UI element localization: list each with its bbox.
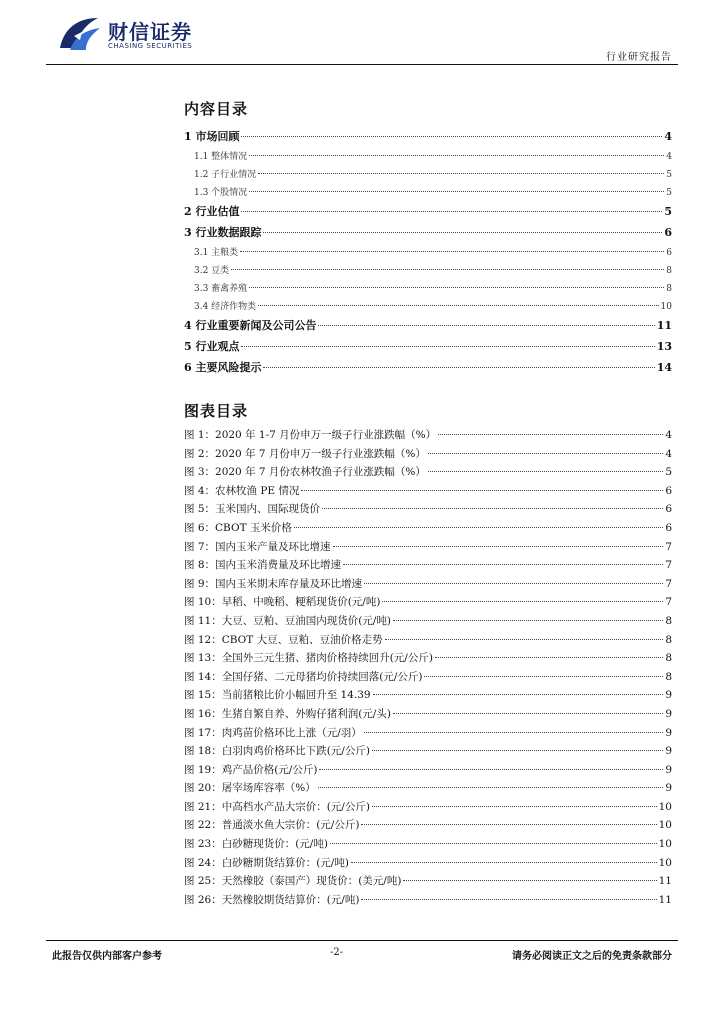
figure-list-entry[interactable] bbox=[184, 483, 672, 502]
dot-leader bbox=[438, 434, 663, 435]
entry-label: 3.1 主粮类 bbox=[194, 248, 239, 258]
figure-list-entry[interactable] bbox=[184, 427, 672, 446]
dot-leader bbox=[263, 232, 662, 233]
dot-leader bbox=[333, 546, 664, 547]
entry-label: 5 行业观点 bbox=[184, 340, 240, 353]
entry-label: 4 行业重要新闻及公司公告 bbox=[184, 319, 317, 332]
entry-page-number: 13 bbox=[656, 340, 672, 353]
entry-page-number: 4 bbox=[666, 152, 672, 162]
entry-page-number: 9 bbox=[665, 745, 672, 758]
entry-page-number: 4 bbox=[665, 429, 672, 441]
entry-label: 图 3：2020 年 7 月份农林牧渔子行业涨跌幅（%） bbox=[184, 466, 426, 479]
dot-leader bbox=[318, 787, 664, 788]
entry-page-number: 6 bbox=[665, 484, 672, 497]
entry-page-number: 9 bbox=[665, 782, 672, 795]
toc-section-entry[interactable] bbox=[184, 317, 672, 338]
entry-label: 图 15：当前猪粮比价小幅回升至 14.39 bbox=[184, 689, 371, 702]
toc-section-entry[interactable] bbox=[184, 338, 672, 359]
dot-leader bbox=[424, 676, 663, 677]
dot-leader bbox=[231, 269, 664, 270]
header-divider bbox=[46, 64, 678, 65]
report-type-label: 行业研究报告 bbox=[606, 52, 672, 63]
toc-subsection-entry[interactable] bbox=[184, 149, 672, 167]
dot-leader bbox=[263, 367, 654, 368]
entry-label: 3 行业数据跟踪 bbox=[184, 226, 262, 239]
toc-subsection-entry[interactable] bbox=[184, 185, 672, 203]
dot-leader bbox=[403, 880, 656, 881]
figure-list-entry[interactable] bbox=[184, 464, 672, 483]
figure-list-entry[interactable] bbox=[184, 501, 672, 520]
entry-label: 图 2：2020 年 7 月份申万一级子行业涨跌幅（%） bbox=[184, 447, 426, 460]
entry-page-number: 7 bbox=[665, 577, 672, 590]
entry-page-number: 10 bbox=[658, 819, 672, 832]
figure-list-entry[interactable] bbox=[184, 557, 672, 576]
entry-label: 3.2 豆类 bbox=[194, 266, 230, 276]
entry-label: 图 22：普通淡水鱼大宗价：(元/公斤) bbox=[184, 819, 360, 832]
footer-disclaimer-left: 此报告仅供内部客户参考 bbox=[52, 951, 162, 962]
figure-list-entry[interactable] bbox=[184, 836, 672, 855]
brand-name-cn: 财信证券 bbox=[108, 20, 192, 44]
entry-label: 图 8：国内玉米消费量及环比增速 bbox=[184, 559, 342, 572]
figure-list-entry[interactable] bbox=[184, 576, 672, 595]
entry-page-number: 9 bbox=[665, 763, 672, 776]
entry-label: 图 14：全国仔猪、二元母猪均价持续回落(元/公斤) bbox=[184, 670, 423, 683]
dot-leader bbox=[249, 191, 664, 192]
dot-leader bbox=[372, 750, 663, 751]
entry-label: 图 20：屠宰场库容率（%） bbox=[184, 782, 316, 795]
dot-leader bbox=[364, 583, 663, 584]
entry-page-number: 9 bbox=[665, 689, 672, 702]
dot-leader bbox=[258, 173, 664, 174]
entry-label: 1.3 个股情况 bbox=[194, 188, 248, 198]
dot-leader bbox=[258, 305, 658, 306]
entry-page-number: 6 bbox=[666, 248, 672, 258]
entry-label: 图 12：CBOT 大豆、豆粕、豆油价格走势 bbox=[184, 633, 383, 646]
entry-label: 图 21：中高档水产品大宗价：(元/公斤) bbox=[184, 800, 370, 813]
dot-leader bbox=[428, 471, 663, 472]
dot-leader bbox=[364, 732, 664, 733]
dot-leader bbox=[249, 155, 664, 156]
figure-list-entry[interactable] bbox=[184, 632, 672, 651]
figure-list-title: 图表目录 bbox=[184, 402, 249, 420]
entry-label: 图 7：国内玉米产量及环比增速 bbox=[184, 540, 331, 553]
entry-page-number: 14 bbox=[656, 361, 672, 374]
dot-leader bbox=[301, 490, 663, 491]
dot-leader bbox=[428, 453, 663, 454]
figure-list-entry[interactable] bbox=[184, 669, 672, 688]
page-number: -2- bbox=[330, 947, 344, 958]
entry-page-number: 8 bbox=[665, 633, 672, 646]
entry-page-number: 5 bbox=[665, 466, 672, 479]
entry-page-number: 8 bbox=[665, 614, 672, 627]
toc-subsection-entry[interactable] bbox=[184, 167, 672, 185]
footer-disclaimer-right: 请务必阅读正文之后的免责条款部分 bbox=[512, 951, 672, 962]
toc-subsection-entry[interactable] bbox=[184, 281, 672, 299]
dot-leader bbox=[382, 601, 663, 602]
entry-page-number: 7 bbox=[665, 540, 672, 553]
entry-label: 图 1：2020 年 1-7 月份申万一级子行业涨跌幅（%） bbox=[184, 429, 437, 441]
entry-page-number: 9 bbox=[665, 707, 672, 720]
figure-list-entry[interactable] bbox=[184, 687, 672, 706]
figure-list-entry[interactable] bbox=[184, 780, 672, 799]
toc-section-entry[interactable] bbox=[184, 128, 672, 149]
figure-list bbox=[184, 427, 672, 910]
entry-page-number: 6 bbox=[665, 503, 672, 516]
entry-page-number: 10 bbox=[658, 856, 672, 869]
entry-label: 图 24：白砂糖期货结算价：(元/吨) bbox=[184, 856, 349, 869]
entry-page-number: 11 bbox=[658, 893, 672, 906]
entry-label: 图 6：CBOT 玉米价格 bbox=[184, 521, 292, 534]
dot-leader bbox=[393, 713, 663, 714]
figure-list-entry[interactable] bbox=[184, 762, 672, 781]
entry-page-number: 7 bbox=[665, 559, 672, 572]
figure-list-entry[interactable] bbox=[184, 725, 672, 744]
entry-page-number: 5 bbox=[666, 170, 672, 180]
entry-label: 图 13：全国外三元生猪、猪肉价格持续回升(元/公斤) bbox=[184, 652, 433, 665]
entry-label: 图 11：大豆、豆粕、豆油国内现货价(元/吨) bbox=[184, 614, 391, 627]
entry-page-number: 5 bbox=[666, 188, 672, 198]
dot-leader bbox=[373, 694, 664, 695]
entry-label: 3.3 畜禽养殖 bbox=[194, 284, 248, 294]
entry-label: 图 5：玉米国内、国际现货价 bbox=[184, 503, 321, 516]
figure-list-entry[interactable] bbox=[184, 613, 672, 632]
figure-list-entry[interactable] bbox=[184, 706, 672, 725]
figure-list-entry[interactable] bbox=[184, 520, 672, 539]
dot-leader bbox=[361, 899, 656, 900]
dot-leader bbox=[322, 508, 663, 509]
entry-label: 1 市场回顾 bbox=[184, 130, 240, 143]
entry-page-number: 7 bbox=[665, 596, 672, 609]
dot-leader bbox=[241, 211, 662, 212]
dot-leader bbox=[318, 325, 654, 326]
dot-leader bbox=[393, 620, 663, 621]
toc-list bbox=[184, 128, 672, 380]
figure-list-entry[interactable] bbox=[184, 855, 672, 874]
toc-subsection-entry[interactable] bbox=[184, 263, 672, 281]
dot-leader bbox=[385, 639, 664, 640]
entry-page-number: 4 bbox=[665, 447, 672, 460]
figure-list-entry[interactable] bbox=[184, 743, 672, 762]
entry-page-number: 10 bbox=[660, 302, 672, 312]
figure-list-entry[interactable] bbox=[184, 539, 672, 558]
dot-leader bbox=[294, 527, 663, 528]
entry-page-number: 4 bbox=[664, 130, 672, 143]
dot-leader bbox=[241, 136, 662, 137]
dot-leader bbox=[435, 657, 663, 658]
toc-title: 内容目录 bbox=[184, 100, 249, 118]
entry-label: 图 18：白羽肉鸡价格环比下跌(元/公斤) bbox=[184, 745, 370, 758]
figure-list-entry[interactable] bbox=[184, 650, 672, 669]
entry-label: 图 10：早稻、中晚稻、粳稻现货价(元/吨) bbox=[184, 596, 381, 609]
entry-label: 图 26：天然橡胶期货结算价：(元/吨) bbox=[184, 893, 360, 906]
entry-page-number: 11 bbox=[658, 875, 672, 888]
dot-leader bbox=[319, 769, 663, 770]
toc-section-entry[interactable] bbox=[184, 224, 672, 245]
entry-page-number: 11 bbox=[656, 319, 672, 332]
entry-label: 图 4：农林牧渔 PE 情况 bbox=[184, 484, 300, 497]
entry-page-number: 9 bbox=[665, 726, 672, 739]
entry-page-number: 10 bbox=[658, 838, 672, 851]
toc-section-entry[interactable] bbox=[184, 359, 672, 380]
dot-leader bbox=[343, 564, 663, 565]
entry-label: 图 17：肉鸡苗价格环比上涨（元/羽） bbox=[184, 726, 362, 739]
dot-leader bbox=[351, 862, 657, 863]
entry-label: 图 25：天然橡胶（泰国产）现货价：(美元/吨) bbox=[184, 875, 402, 888]
company-logo bbox=[56, 14, 216, 54]
entry-page-number: 10 bbox=[658, 800, 672, 813]
figure-list-entry[interactable] bbox=[184, 799, 672, 818]
entry-page-number: 8 bbox=[665, 670, 672, 683]
entry-page-number: 8 bbox=[666, 266, 672, 276]
dot-leader bbox=[249, 287, 664, 288]
chasing-securities-logo-icon bbox=[56, 14, 102, 54]
entry-label: 1.1 整体情况 bbox=[194, 152, 248, 162]
entry-label: 6 主要风险提示 bbox=[184, 361, 262, 374]
dot-leader bbox=[372, 806, 657, 807]
entry-page-number: 8 bbox=[666, 284, 672, 294]
toc-subsection-entry[interactable] bbox=[184, 299, 672, 317]
entry-page-number: 8 bbox=[665, 652, 672, 665]
toc-section-entry[interactable] bbox=[184, 203, 672, 224]
brand-name-en: CHASING SECURITIES bbox=[108, 42, 193, 50]
figure-list-entry[interactable] bbox=[184, 817, 672, 836]
figure-list-entry[interactable] bbox=[184, 892, 672, 911]
dot-leader bbox=[240, 251, 664, 252]
entry-page-number: 6 bbox=[665, 521, 672, 534]
entry-page-number: 6 bbox=[664, 226, 672, 239]
entry-label: 图 9：国内玉米期末库存量及环比增速 bbox=[184, 577, 363, 590]
footer-divider bbox=[46, 940, 678, 941]
dot-leader bbox=[361, 824, 656, 825]
entry-label: 3.4 经济作物类 bbox=[194, 302, 257, 312]
figure-list-entry[interactable] bbox=[184, 446, 672, 465]
figure-list-entry[interactable] bbox=[184, 873, 672, 892]
entry-label: 图 23：白砂糖现货价：(元/吨) bbox=[184, 838, 328, 851]
figure-list-entry[interactable] bbox=[184, 594, 672, 613]
dot-leader bbox=[330, 843, 657, 844]
entry-label: 图 19：鸡产品价格(元/公斤) bbox=[184, 763, 318, 776]
entry-page-number: 5 bbox=[664, 205, 672, 218]
toc-subsection-entry[interactable] bbox=[184, 245, 672, 263]
entry-label: 2 行业估值 bbox=[184, 205, 240, 218]
entry-label: 图 16：生猪自繁自养、外购仔猪利润(元/头) bbox=[184, 707, 391, 720]
entry-label: 1.2 子行业情况 bbox=[194, 170, 257, 180]
dot-leader bbox=[241, 346, 654, 347]
